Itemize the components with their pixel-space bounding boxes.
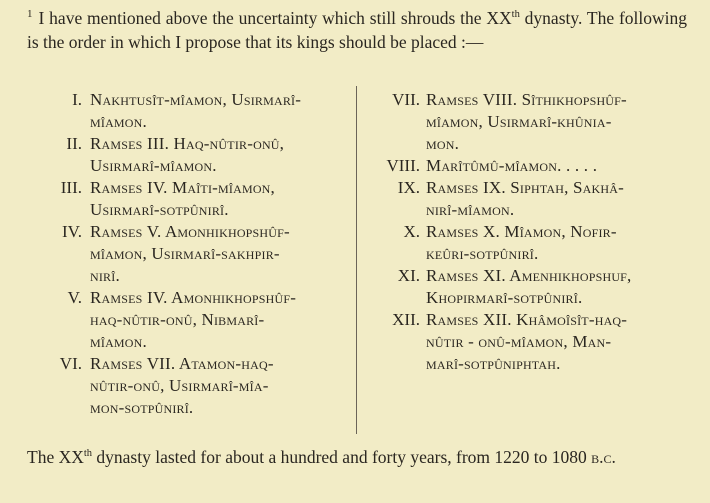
king-number: IV. — [62, 222, 82, 241]
king-name-line: Ramses VIII. Sîthikhopshûf- — [426, 90, 627, 109]
king-entry — [362, 177, 692, 221]
king-entry — [362, 155, 692, 177]
king-names — [426, 155, 692, 177]
king-name-line: Ramses XI. Amenhikhopshuf, — [426, 266, 632, 285]
king-entry — [362, 89, 692, 155]
king-names — [90, 177, 350, 221]
king-list-right — [362, 89, 692, 375]
king-number: IX. — [397, 178, 420, 197]
king-name-line: nûtir - onû-mîamon, Man- — [426, 332, 612, 351]
king-number: XII. — [392, 310, 420, 329]
king-name-line: Khopirmarî-sotpûnirî. — [426, 288, 583, 307]
king-names — [426, 177, 692, 221]
king-number: X. — [403, 222, 420, 241]
king-name-line: nirî-mîamon. — [426, 200, 515, 219]
king-name-line: Ramses IV. Amonhikhopshûf- — [90, 288, 297, 307]
intro-text-a: I have mentioned above the uncertainty which still shrouds the XX — [38, 8, 512, 28]
king-number: I. — [72, 90, 82, 109]
king-entry — [40, 353, 350, 419]
king-names — [426, 309, 692, 375]
king-list-left — [40, 89, 350, 419]
king-name-line: mîamon, Usirmarî-sakhpir- — [90, 244, 280, 263]
king-names — [426, 265, 692, 309]
footnote-conclusion — [27, 445, 687, 469]
king-name-line: Usirmarî-mîamon. — [90, 156, 217, 175]
king-entry — [362, 309, 692, 375]
footnote-marker: 1 — [27, 8, 33, 21]
king-names — [90, 89, 350, 133]
outro-superscript: th — [83, 448, 93, 460]
king-entry — [362, 221, 692, 265]
king-names — [90, 221, 350, 287]
king-name-line: Ramses XII. Khâmoîsît-haq- — [426, 310, 628, 329]
intro-superscript: th — [511, 9, 520, 21]
king-name-line: keûri-sotpûnirî. — [426, 244, 539, 263]
king-name-line: mon-sotpûnirî. — [90, 398, 194, 417]
king-name-line: nûtir-onû, Usirmarî-mîa- — [90, 376, 269, 395]
king-name-line: mîamon. — [90, 332, 147, 351]
column-divider — [356, 86, 357, 434]
king-number: V. — [67, 288, 82, 307]
king-names — [90, 133, 350, 177]
king-name-line: Ramses X. Mîamon, Nofir- — [426, 222, 617, 241]
footnote-intro — [27, 6, 687, 54]
king-name-line: haq-nûtir-onû, Nibmarî- — [90, 310, 265, 329]
outro-text-a: The XX — [27, 447, 84, 467]
king-entry — [40, 89, 350, 133]
king-name-line: mîamon. — [90, 112, 147, 131]
king-entry — [40, 287, 350, 353]
king-name-line: mîamon, Usirmarî-khûnia- — [426, 112, 612, 131]
king-name-line: Ramses VII. Atamon-haq- — [90, 354, 274, 373]
king-entry — [40, 133, 350, 177]
king-number: II. — [66, 134, 82, 153]
king-name-line: Ramses III. Haq-nûtir-onû, — [90, 134, 285, 153]
king-number: VI. — [59, 354, 82, 373]
outro-era: b.c. — [591, 447, 616, 467]
king-number: VIII. — [386, 156, 420, 175]
king-entry — [40, 177, 350, 221]
king-entry — [362, 265, 692, 309]
intro-text-b: dynasty. The following is the order in which I propose that its kings should be placed :— — [27, 8, 687, 52]
king-name-line: Ramses IV. Maîti-mîamon, — [90, 178, 275, 197]
king-name-line: marî-sotpûniphtah. — [426, 354, 561, 373]
king-name-line: mon. — [426, 134, 460, 153]
king-name-line: Usirmarî-sotpûnirî. — [90, 200, 229, 219]
king-name-line: Marîtûmû-mîamon. . . . . — [426, 156, 598, 175]
king-number: XI. — [397, 266, 420, 285]
king-number: III. — [60, 178, 82, 197]
king-name-line: Nakhtusît-mîamon, Usirmarî- — [90, 90, 302, 109]
king-name-line: Ramses V. Amonhikhopshûf- — [90, 222, 290, 241]
king-name-line: nirî. — [90, 266, 120, 285]
king-names — [426, 221, 692, 265]
king-names — [90, 287, 350, 353]
king-names — [90, 353, 350, 419]
king-names — [426, 89, 692, 155]
king-name-line: Ramses IX. Siphtah, Sakhâ- — [426, 178, 625, 197]
outro-text-b: dynasty lasted for about a hundred and forty years, from 1220 to 1080 — [92, 447, 592, 467]
king-number: VII. — [392, 90, 420, 109]
king-entry — [40, 221, 350, 287]
